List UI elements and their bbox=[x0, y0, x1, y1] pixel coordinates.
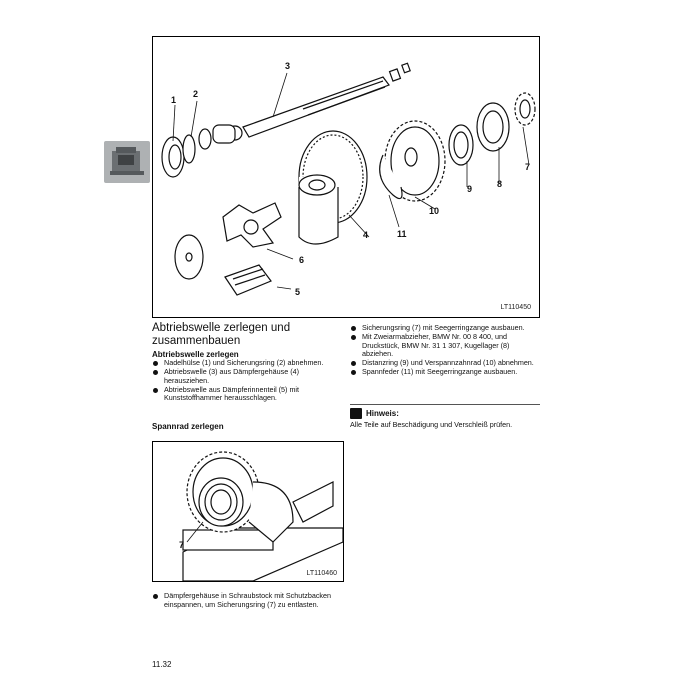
section-heading: Abtriebswelle zerlegen und zusammenbauen bbox=[152, 322, 291, 347]
callout-7-small: 7 bbox=[179, 540, 185, 550]
callout-9: 9 bbox=[467, 184, 473, 194]
list-item: Abtriebswelle aus Dämpferinnenteil (5) mit Kunststoffhammer herausschlagen. bbox=[152, 386, 342, 403]
list-item: Spannfeder (11) mit Seegerringzange ausbauen. bbox=[350, 368, 540, 377]
list-item: Mit Zweiarmabzieher, BMW Nr. 00 8 400, und Druckstück, BMW Nr. 31 1 307, Kugellager (8) abziehen. bbox=[350, 333, 540, 359]
callout-3: 3 bbox=[285, 61, 291, 71]
section-disassemble-title: Abtriebswelle zerlegen bbox=[152, 350, 239, 359]
callout-2: 2 bbox=[193, 89, 199, 99]
vise-figure bbox=[152, 441, 344, 582]
callout-8: 8 bbox=[497, 179, 503, 189]
callout-11: 11 bbox=[397, 229, 407, 239]
list-item: Nadelhülse (1) und Sicherungsring (2) abnehmen. bbox=[152, 359, 342, 368]
callout-7: 7 bbox=[525, 162, 531, 172]
section-tensioner-title: Spannrad zerlegen bbox=[152, 422, 224, 431]
figure-id: LT110450 bbox=[500, 304, 531, 311]
list-item: Distanzring (9) und Verspannzahnrad (10) abnehmen. bbox=[350, 359, 540, 368]
page-number: 11.32 bbox=[152, 660, 172, 669]
list-item: Dämpfergehäuse in Schraubstock mit Schutzbacken einspannen, um Sicherungsring (7) zu entlasten. bbox=[152, 592, 342, 609]
exploded-view-drawing bbox=[153, 37, 539, 317]
callout-4: 4 bbox=[363, 230, 369, 240]
list-item: Sicherungsring (7) mit Seegerringzange ausbauen. bbox=[350, 324, 540, 333]
gearbox-thumbnail-icon bbox=[104, 141, 150, 183]
exploded-view-figure bbox=[152, 36, 540, 318]
right-column-instructions bbox=[350, 324, 540, 378]
note-box bbox=[350, 408, 540, 430]
callout-6: 6 bbox=[299, 255, 305, 265]
note-title: Hinweis: bbox=[366, 409, 399, 418]
callout-10: 10 bbox=[429, 206, 440, 216]
callout-1: 1 bbox=[171, 95, 177, 105]
note-icon bbox=[350, 408, 362, 419]
note-text: Alle Teile auf Beschädigung und Verschleiß prüfen. bbox=[350, 420, 513, 429]
vise-drawing bbox=[153, 442, 343, 581]
section-disassemble bbox=[152, 350, 342, 403]
figure-id-small: LT110460 bbox=[306, 570, 337, 577]
note-divider bbox=[350, 404, 540, 405]
vise-instructions bbox=[152, 592, 342, 610]
list-item: Abtriebswelle (3) aus Dämpfergehäuse (4) herausziehen. bbox=[152, 368, 342, 385]
callout-5: 5 bbox=[295, 287, 301, 297]
